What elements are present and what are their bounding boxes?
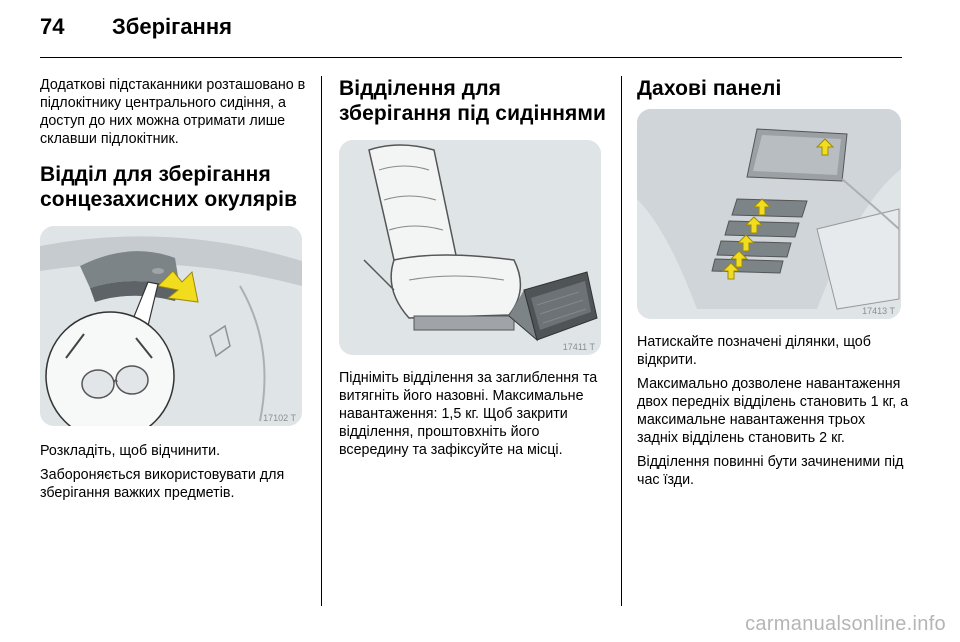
section-heading-sunglasses: Відділ для зберігання сонцезахисних окулярів (40, 163, 298, 211)
column-2 (339, 76, 609, 465)
paragraph-instructions: Підніміть відділення за заглиблення та витягніть його назовні. Максимальне навантаження: 1,5 кг. Щоб закрити відділення, проштовхніть його всередину та зафіксуйте на місці. (339, 370, 598, 458)
column-divider-2 (621, 76, 622, 606)
under-seat-drawer-illustration (339, 140, 601, 355)
roof-panels-figure (637, 109, 901, 319)
header-rule (40, 57, 902, 58)
column-1 (40, 76, 310, 508)
roof-panels-illustration (637, 109, 901, 319)
figure-code: 17413 T (862, 306, 895, 316)
section-heading-under-seat: Відділення для зберігання під сидіннями (339, 77, 607, 125)
sunglasses-compartment-illustration (40, 226, 302, 426)
sunglasses-compartment-figure (40, 226, 302, 426)
page-title: Зберігання (112, 14, 232, 39)
paragraph-open: Розкладіть, щоб відчинити. (40, 443, 221, 459)
page-number: 74 (40, 14, 65, 39)
watermark: carmanualsonline.info (745, 613, 946, 635)
paragraph-max-load: Максимально дозволене навантаження двох передніх відділень становить 1 кг, а максимальне навантаження трьох задніх відділень становить 2 кг. (637, 376, 909, 446)
section-heading-roof-panels: Дахові панелі (637, 77, 782, 100)
intro-paragraph: Додаткові підстаканники розташовано в підлокітнику центрального сидіння, а доступ до них можна отримати лише склавши підлокітник. (40, 77, 306, 147)
figure-code: 17102 T (263, 413, 296, 423)
column-3 (637, 76, 909, 495)
under-seat-drawer-figure (339, 140, 601, 355)
column-divider-1 (321, 76, 322, 606)
figure-code: 17411 T (562, 342, 595, 352)
paragraph-warning: Забороняється використовувати для зберігання важких предметів. (40, 467, 285, 501)
paragraph-keep-closed: Відділення повинні бути зачиненими під час їзди. (637, 454, 904, 488)
paragraph-press-to-open: Натискайте позначені ділянки, щоб відкрити. (637, 334, 871, 368)
